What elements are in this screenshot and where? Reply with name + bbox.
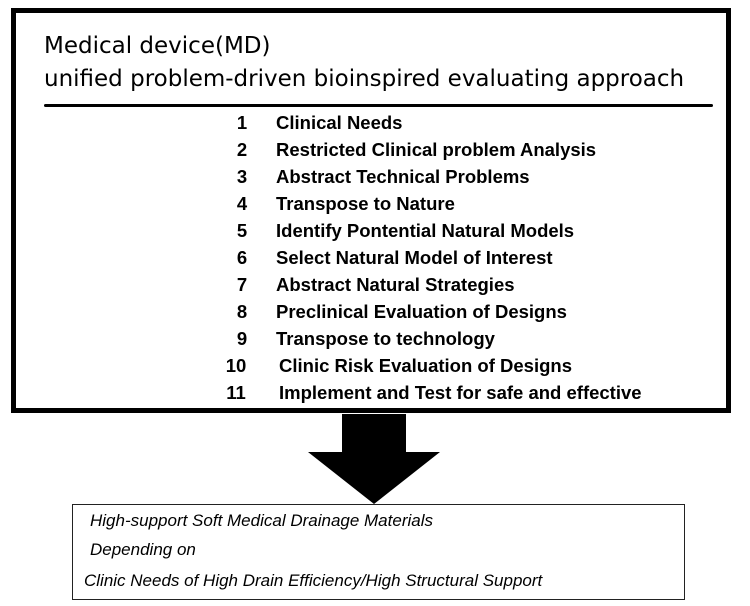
step-item [16,220,726,247]
step-number: 4 [236,193,248,214]
step-label: Preclinical Evaluation of Designs [276,301,567,322]
step-number: 6 [236,247,248,268]
step-item [16,355,726,382]
step-number: 11 [226,382,246,403]
title-line-1: Medical device(MD) [44,33,271,59]
down-arrow-icon [306,414,442,506]
step-item [16,328,726,355]
step-label: Abstract Natural Strategies [276,274,515,295]
step-item [16,139,726,166]
step-item [16,301,726,328]
title-line-2: unified problem-driven bioinspired evaluating approach [44,66,685,92]
step-item [16,247,726,274]
result-line-2: Depending on [90,540,196,559]
step-item [16,382,726,409]
step-number: 7 [236,274,248,295]
title-underline [44,104,713,107]
step-number: 5 [236,220,248,241]
step-item [16,274,726,301]
step-label: Clinic Risk Evaluation of Designs [279,355,572,376]
step-label: Transpose to Nature [276,193,455,214]
step-item [16,112,726,139]
step-label: Implement and Test for safe and effective [279,382,642,403]
result-line-3: Clinic Needs of High Drain Efficiency/High Structural Support [84,571,543,590]
step-label: Restricted Clinical problem Analysis [276,139,597,160]
step-label: Select Natural Model of Interest [276,247,553,268]
step-label: Transpose to technology [276,328,495,349]
result-line-1: High-support Soft Medical Drainage Materials [90,511,433,530]
step-item [16,166,726,193]
step-label: Identify Pontential Natural Models [276,220,575,241]
step-number: 8 [236,301,248,322]
step-item [16,193,726,220]
step-number: 10 [225,355,247,376]
step-number: 9 [236,328,248,349]
step-number: 3 [236,166,248,187]
result-box [72,504,685,600]
step-label: Clinical Needs [276,112,403,133]
approach-box [11,8,731,413]
step-number: 1 [236,112,248,133]
step-label: Abstract Technical Problems [276,166,530,187]
step-number: 2 [236,139,248,160]
